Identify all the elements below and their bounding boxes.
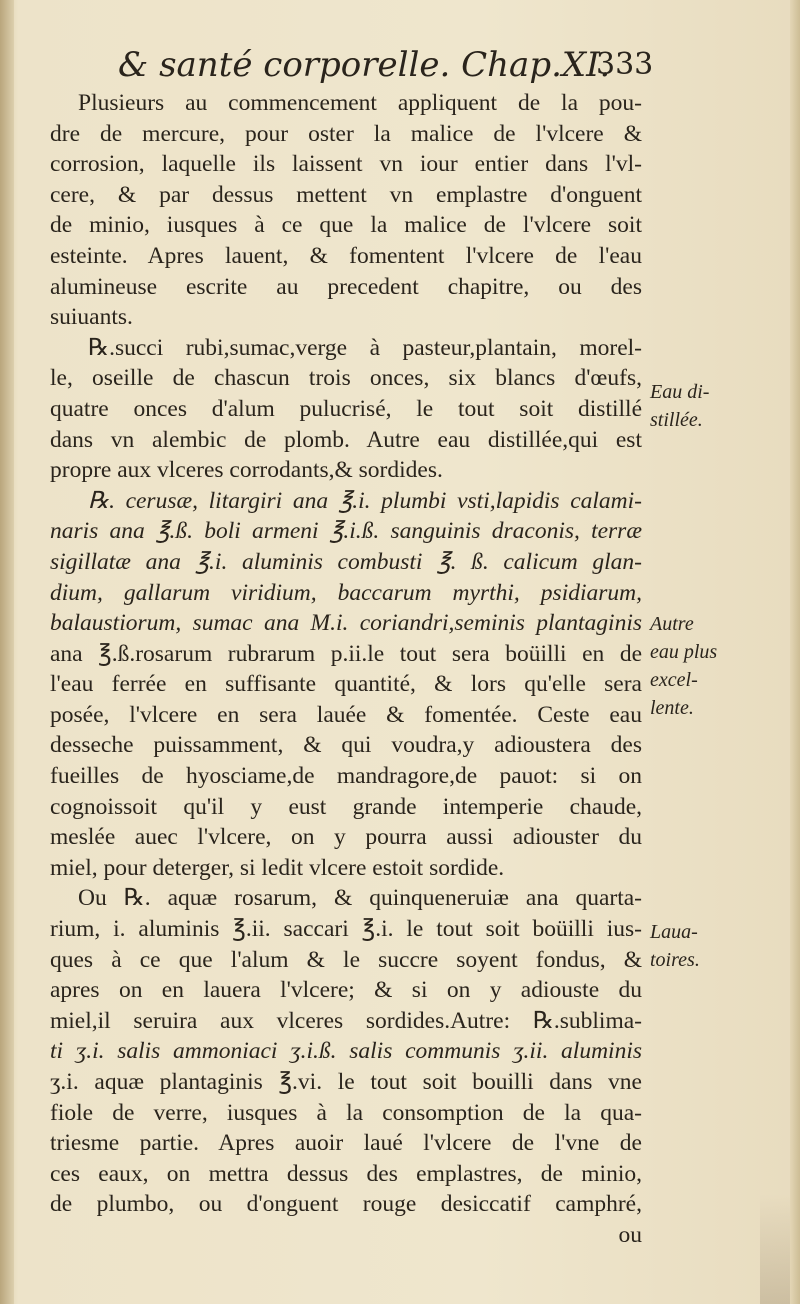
margin-note-lavatoires [650,918,790,974]
page-corner-smudge [760,1194,790,1304]
text-line: ℞. cerusæ, litargiri ana ℥.i. plumbi vsti,lapidis calami- [88,487,642,514]
main-text [50,88,642,1251]
text-line: apres on en lauera l'vlcere; & si on y adiouste du [50,977,642,1004]
text-line: quatre onces d'alum pulucrisé, le tout soit distillé [50,395,642,422]
text-line: fiole de verre, iusques à la consomption de la qua- [50,1099,642,1126]
text-line: miel,il seruira aux vlceres sordides.Autre: ℞.sublima- [50,1007,642,1034]
text-line: de minio, iusques à ce que la malice de l'vlcere soit [50,212,642,239]
running-title: & santé corporelle. Chap.XI. [118,45,611,85]
text-line: naris ana ℥.ß. boli armeni ℥.i.ß. sanguinis draconis, terræ [50,518,642,545]
text-line: ces eaux, on mettra dessus des emplastres, de minio, [50,1160,642,1187]
text-line: ti ʒ.i. salis ammoniaci ʒ.i.ß. salis communis ʒ.ii. aluminis [50,1038,642,1065]
margin-note-line: stillée. [650,409,703,431]
text-line: miel, pour deterger, si ledit vlcere estoit sordide. [50,854,505,881]
text-line: ana ℥.ß.rosarum rubrarum p.ii.le tout sera boüilli en de [50,640,642,667]
margin-note-line: eau plus [650,641,718,663]
text-line: corrosion, laquelle ils laissent vn iour entier dans l'vl- [50,151,642,178]
text-line: ℞.succi rubi,sumac,verge à pasteur,plantain, morel- [88,334,642,361]
text-line: posée, l'vlcere en sera lauée & fomentée. Ceste eau [50,701,642,728]
text-line: ʒ.i. aquæ plantaginis ℥.vi. le tout soit bouilli dans vne [50,1069,642,1095]
text-line: le, oseille de chascun trois onces, six blancs d'œufs, [50,365,642,392]
margin-note-line: Autre [650,613,694,635]
margin-note-eau-distillee [650,378,790,434]
catchword: ou [618,1221,642,1248]
text-line: dium, gallarum viridium, baccarum myrthi, psidiarum, [50,579,642,606]
text-line: triesme partie. Apres auoir laué l'vlcere de l'vne de [50,1130,642,1157]
text-line: de plumbo, ou d'onguent rouge desiccatif camphré, [50,1191,642,1218]
text-line: desseche puissamment, & qui voudra,y adioustera des [50,732,642,759]
running-header [118,40,678,90]
margin-note-line: Laua- [650,921,698,943]
text-line: propre aux vlceres corrodants,& sordides. [50,457,443,484]
text-line: sigillatæ ana ℥.i. aluminis combusti ℥. ß. calicum glan- [50,548,642,575]
page-spine-shadow [0,0,14,1304]
text-line: meslée auec l'vlcere, on y pourra aussi adiouster du [50,824,642,851]
text-line: suiuants. [50,304,133,331]
text-line: Ou ℞. aquæ rosarum, & quinqueneruiæ ana quarta- [78,885,642,912]
text-line: esteinte. Apres lauent, & fomentent l'vlcere de l'eau [50,242,642,269]
text-line: cognoissoit qu'il y eust grande intemperie chaude, [50,793,642,820]
text-line: fueilles de hyosciame,de mandragore,de pauot: si on [50,763,642,790]
text-line: ques à ce que l'alum & le succre soyent fondus, & [50,946,642,973]
margin-note-line: lente. [650,697,694,719]
margin-note-line: excel- [650,669,698,691]
text-line: dans vn alembic de plomb. Autre eau distillée,qui est [50,426,642,453]
text-line: alumineuse escrite au precedent chapitre, ou des [50,273,642,300]
text-line: dre de mercure, pour oster la malice de l'vlcere & [50,120,642,147]
text-line: Plusieurs au commencement appliquent de la pou- [78,90,642,116]
text-line: l'eau ferrée en suffisante quantité, & lors qu'elle sera [50,671,642,698]
page-number: 333 [596,47,654,82]
margin-note-line: Eau di- [650,381,710,403]
text-line: rium, i. aluminis ℥.ii. saccari ℥.i. le tout soit boüilli ius- [50,916,642,943]
page-edge [790,0,800,1304]
text-line: cere, & par dessus mettent vn emplastre d'onguent [50,181,642,208]
text-line: balaustiorum, sumac ana M.i. coriandri,seminis plantaginis [50,610,642,637]
margin-note-line: toires. [650,949,700,971]
margin-note-autre-eau [650,610,790,722]
